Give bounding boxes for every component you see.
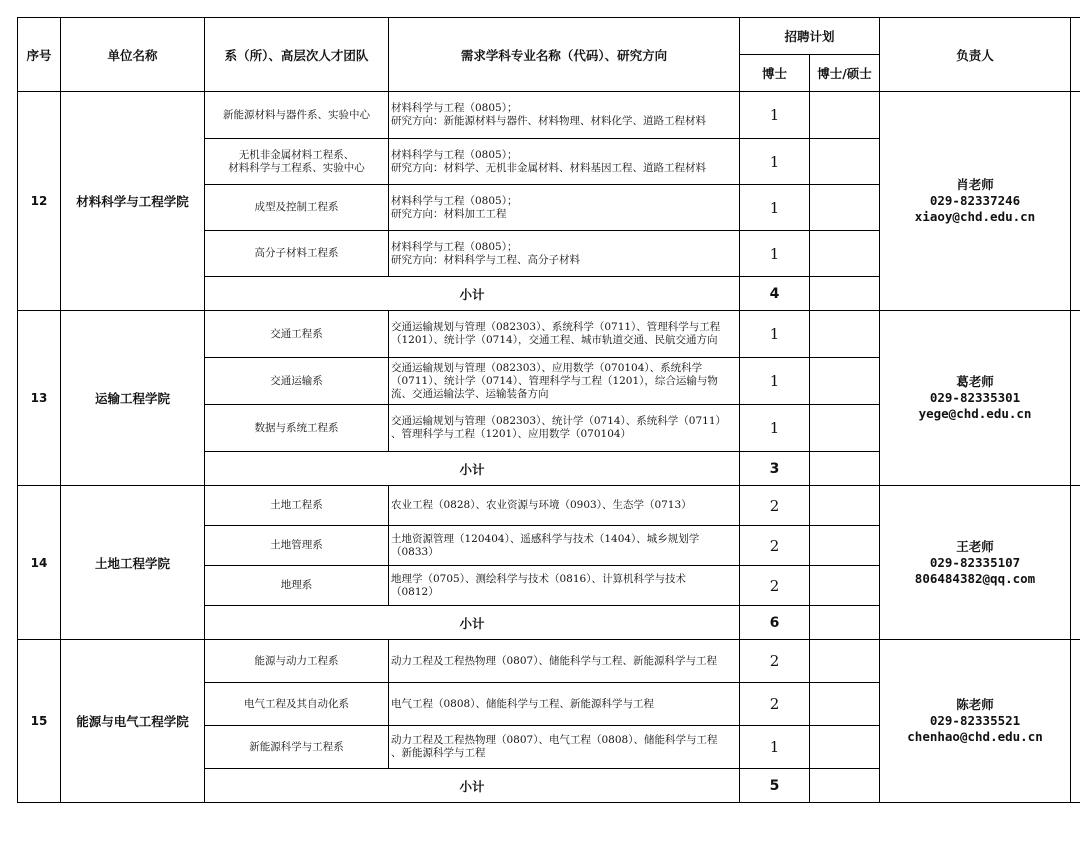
contact-phone: 029-82335521 [929, 713, 1021, 728]
dept-line: 土地管理系 [270, 539, 323, 551]
college-seq: 15 [18, 640, 61, 803]
phd-count: 1 [740, 358, 810, 405]
dept-cell [205, 358, 389, 405]
contact-name: 肖老师 [956, 177, 994, 192]
subtotal-empty [810, 277, 880, 311]
subtotal-value: 5 [740, 769, 810, 803]
major-cell [389, 726, 740, 769]
contact-email[interactable]: chenhao@chd.edu.cn [907, 729, 1043, 744]
table-row [18, 486, 1080, 526]
contact-name: 陈老师 [956, 697, 994, 712]
contact-name: 葛老师 [956, 374, 994, 389]
table-body [18, 92, 1080, 803]
major-line: 流、交通运输法学、运输装备方向 [391, 387, 549, 400]
dept-line: 数据与系统工程系 [254, 421, 339, 434]
major-line: 动力工程及工程热物理（0807）、电气工程（0808）、储能科学与工程 [391, 734, 718, 746]
dept-cell [205, 640, 389, 683]
subtotal-label: 小计 [205, 606, 740, 640]
college-seq: 12 [18, 92, 61, 311]
college-seq: 13 [18, 311, 61, 486]
major-cell [389, 185, 740, 231]
subtotal-value: 3 [740, 452, 810, 486]
major-cell [389, 358, 740, 405]
major-cell [389, 405, 740, 452]
subtotal-empty [810, 606, 880, 640]
dept-cell [205, 566, 389, 606]
major-line: （0833） [391, 545, 439, 558]
dept-line: 高分子材料工程系 [254, 247, 339, 259]
header-major: 需求学科专业名称（代码）、研究方向 [389, 18, 740, 92]
phd-master-count [810, 231, 880, 277]
dept-cell [205, 139, 389, 185]
major-line: 研究方向：新能源材料与器件、材料物理、材料化学、道路工程材料 [391, 115, 706, 127]
major-line: 、管理科学与工程（1201）、应用数学（070104） [391, 428, 632, 440]
phd-count: 1 [740, 92, 810, 139]
subtotal-value: 4 [740, 277, 810, 311]
dept-line: 交通运输系 [270, 374, 323, 387]
dept-cell [205, 683, 389, 726]
college-name: 能源与电气工程学院 [61, 640, 205, 803]
dept-cell [205, 92, 389, 139]
contact-email[interactable]: xiaoy@chd.edu.cn [914, 209, 1036, 224]
major-cell [389, 92, 740, 139]
phd-master-count [810, 726, 880, 769]
major-line: 交通运输规划与管理（082303）、应用数学（070104）、系统科学 [391, 361, 703, 374]
phd-master-count [810, 486, 880, 526]
major-cell [389, 311, 740, 358]
major-line: （1201）、统计学（0714），交通工程、城市轨道交通、民航交通方向 [391, 334, 718, 346]
major-line: 电气工程（0808）、储能科学与工程、新能源科学与工程 [391, 697, 654, 710]
phd-master-count [810, 185, 880, 231]
major-line: 交通运输规划与管理（082303）、系统科学（0711）、管理科学与工程 [391, 321, 721, 333]
phd-count: 2 [740, 526, 810, 566]
phd-master-count [810, 139, 880, 185]
dept-cell [205, 486, 389, 526]
extra-cell [1071, 311, 1080, 486]
subtotal-value: 6 [740, 606, 810, 640]
phd-master-count [810, 405, 880, 452]
phd-count: 1 [740, 185, 810, 231]
phd-count: 2 [740, 566, 810, 606]
college-name: 运输工程学院 [61, 311, 205, 486]
contact-phone: 029-82337246 [929, 193, 1021, 208]
phd-count: 1 [740, 139, 810, 185]
phd-master-count [810, 358, 880, 405]
major-line: 交通运输规划与管理（082303）、统计学（0714）、系统科学（0711） [391, 415, 727, 427]
major-cell [389, 526, 740, 566]
extra-cell [1071, 486, 1080, 640]
header-unit: 单位名称 [61, 18, 205, 92]
major-line: 研究方向：材料科学与工程、高分子材料 [391, 253, 580, 266]
contact-email[interactable]: 806484382@qq.com [914, 570, 1036, 586]
dept-cell [205, 526, 389, 566]
dept-cell [205, 311, 389, 358]
contact-cell [880, 640, 1071, 803]
header-extra [1071, 18, 1080, 92]
header-seq: 序号 [18, 18, 61, 92]
major-line: 土地资源管理（120404）、遥感科学与技术（1404）、城乡规划学 [391, 532, 700, 545]
major-cell [389, 566, 740, 606]
college-seq: 14 [18, 486, 61, 640]
contact-cell [880, 486, 1071, 640]
subtotal-empty [810, 769, 880, 803]
phd-count: 1 [740, 231, 810, 277]
college-name: 土地工程学院 [61, 486, 205, 640]
dept-cell [205, 726, 389, 769]
header-phd: 博士 [740, 55, 810, 92]
phd-count: 1 [740, 311, 810, 358]
extra-cell [1071, 640, 1080, 803]
major-cell [389, 139, 740, 185]
subtotal-empty [810, 452, 880, 486]
header-phd-master: 博士/硕士 [810, 55, 880, 92]
contact-name: 王老师 [956, 538, 994, 554]
subtotal-label: 小计 [205, 277, 740, 311]
dept-line: 土地工程系 [270, 499, 323, 511]
major-line: 材料科学与工程（0805）； [391, 148, 518, 161]
contact-email[interactable]: yege@chd.edu.cn [918, 406, 1032, 421]
table-row [18, 92, 1080, 139]
major-line: 、新能源科学与工程 [391, 747, 486, 759]
dept-line: 地理系 [280, 579, 313, 591]
phd-count: 1 [740, 405, 810, 452]
phd-master-count [810, 640, 880, 683]
major-line: 农业工程（0828）、农业资源与环境（0903）、生态学（0713） [391, 499, 692, 511]
dept-line: 新能源材料与器件系、实验中心 [223, 108, 370, 121]
dept-cell [205, 231, 389, 277]
extra-cell [1071, 92, 1080, 311]
phd-count: 2 [740, 640, 810, 683]
major-line: （0812） [391, 585, 439, 598]
major-line: 材料科学与工程（0805）； [391, 102, 518, 114]
phd-master-count [810, 566, 880, 606]
major-cell [389, 640, 740, 683]
dept-cell [205, 185, 389, 231]
phd-master-count [810, 683, 880, 726]
phd-count: 1 [740, 726, 810, 769]
phd-master-count [810, 526, 880, 566]
college-name: 材料科学与工程学院 [61, 92, 205, 311]
major-cell [389, 683, 740, 726]
contact-cell [880, 311, 1071, 486]
dept-line: 电气工程及其自动化系 [244, 697, 349, 710]
dept-line: 交通工程系 [270, 327, 323, 340]
major-line: （0711）、统计学（0714）、管理科学与工程（1201），综合运输与物 [391, 374, 718, 387]
phd-count: 2 [740, 486, 810, 526]
recruitment-table [17, 17, 1080, 803]
major-line: 材料科学与工程（0805）； [391, 194, 518, 207]
dept-line: 材料科学与工程系、实验中心 [228, 161, 365, 174]
header-plan: 招聘计划 [740, 18, 880, 55]
dept-cell [205, 405, 389, 452]
phd-count: 2 [740, 683, 810, 726]
major-cell [389, 231, 740, 277]
major-line: 材料科学与工程（0805）； [391, 240, 518, 253]
phd-master-count [810, 92, 880, 139]
major-line: 研究方向：材料学、无机非金属材料、材料基因工程、道路工程材料 [391, 161, 706, 174]
header-contact: 负责人 [880, 18, 1071, 92]
major-line: 地理学（0705）、测绘科学与技术（0816）、计算机科学与技术 [391, 572, 686, 585]
phd-master-count [810, 311, 880, 358]
major-cell [389, 486, 740, 526]
subtotal-label: 小计 [205, 452, 740, 486]
subtotal-label: 小计 [205, 769, 740, 803]
dept-line: 成型及控制工程系 [254, 201, 339, 213]
contact-cell [880, 92, 1071, 311]
contact-phone: 029-82335107 [929, 554, 1021, 570]
dept-line: 新能源科学与工程系 [249, 740, 344, 753]
dept-line: 能源与动力工程系 [254, 654, 339, 667]
header-dept: 系（所）、高层次人才团队 [205, 18, 389, 92]
table-row [18, 311, 1080, 358]
major-line: 研究方向：材料加工工程 [391, 207, 507, 220]
major-line: 动力工程及工程热物理（0807）、储能科学与工程、新能源科学与工程 [391, 654, 717, 667]
table-row [18, 640, 1080, 683]
contact-phone: 029-82335301 [929, 390, 1021, 405]
dept-line: 无机非金属材料工程系、 [238, 148, 355, 161]
